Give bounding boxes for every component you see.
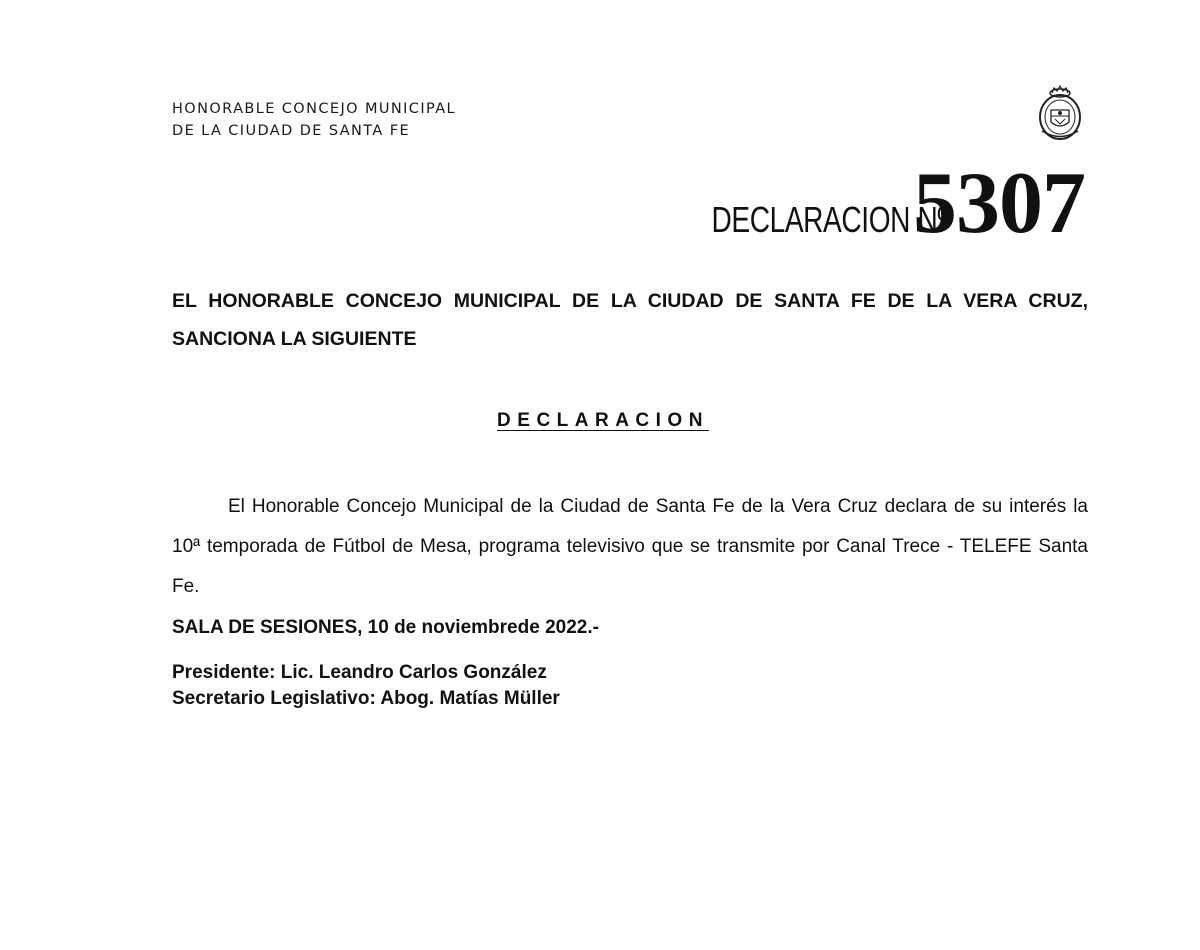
section-title-wrapper bbox=[0, 410, 1200, 432]
signers-block bbox=[172, 660, 560, 712]
municipal-seal-icon bbox=[1034, 84, 1086, 144]
institution-line-2: DE LA CIUDAD DE SANTA FE bbox=[172, 123, 411, 139]
session-date: SALA DE SESIONES, 10 de noviembrede 2022.- bbox=[172, 617, 599, 638]
institution-header bbox=[172, 98, 456, 142]
sanction-heading: EL HONORABLE CONCEJO MUNICIPAL DE LA CIUDAD DE SANTA FE DE LA VERA CRUZ, SANCIONA LA SIGUIENTE bbox=[172, 290, 1088, 350]
declaration-body: El Honorable Concejo Municipal de la Ciudad de Santa Fe de la Vera Cruz declara de su interés la 10ª temporada de Fútbol de Mesa, programa televisivo que se transmite por Canal Trece - TELEFE Santa Fe. bbox=[172, 496, 1088, 597]
section-title: DECLARACION bbox=[497, 410, 709, 431]
declaration-label: DECLARACION Nº bbox=[711, 199, 947, 240]
declaration-number: 5307 bbox=[913, 155, 1085, 252]
declaration-title bbox=[645, 155, 1085, 252]
institution-line-1: HONORABLE CONCEJO MUNICIPAL bbox=[172, 101, 457, 117]
secretary-line: Secretario Legislativo: Abog. Matías Müller bbox=[172, 688, 560, 709]
president-line: Presidente: Lic. Leandro Carlos González bbox=[172, 662, 547, 683]
